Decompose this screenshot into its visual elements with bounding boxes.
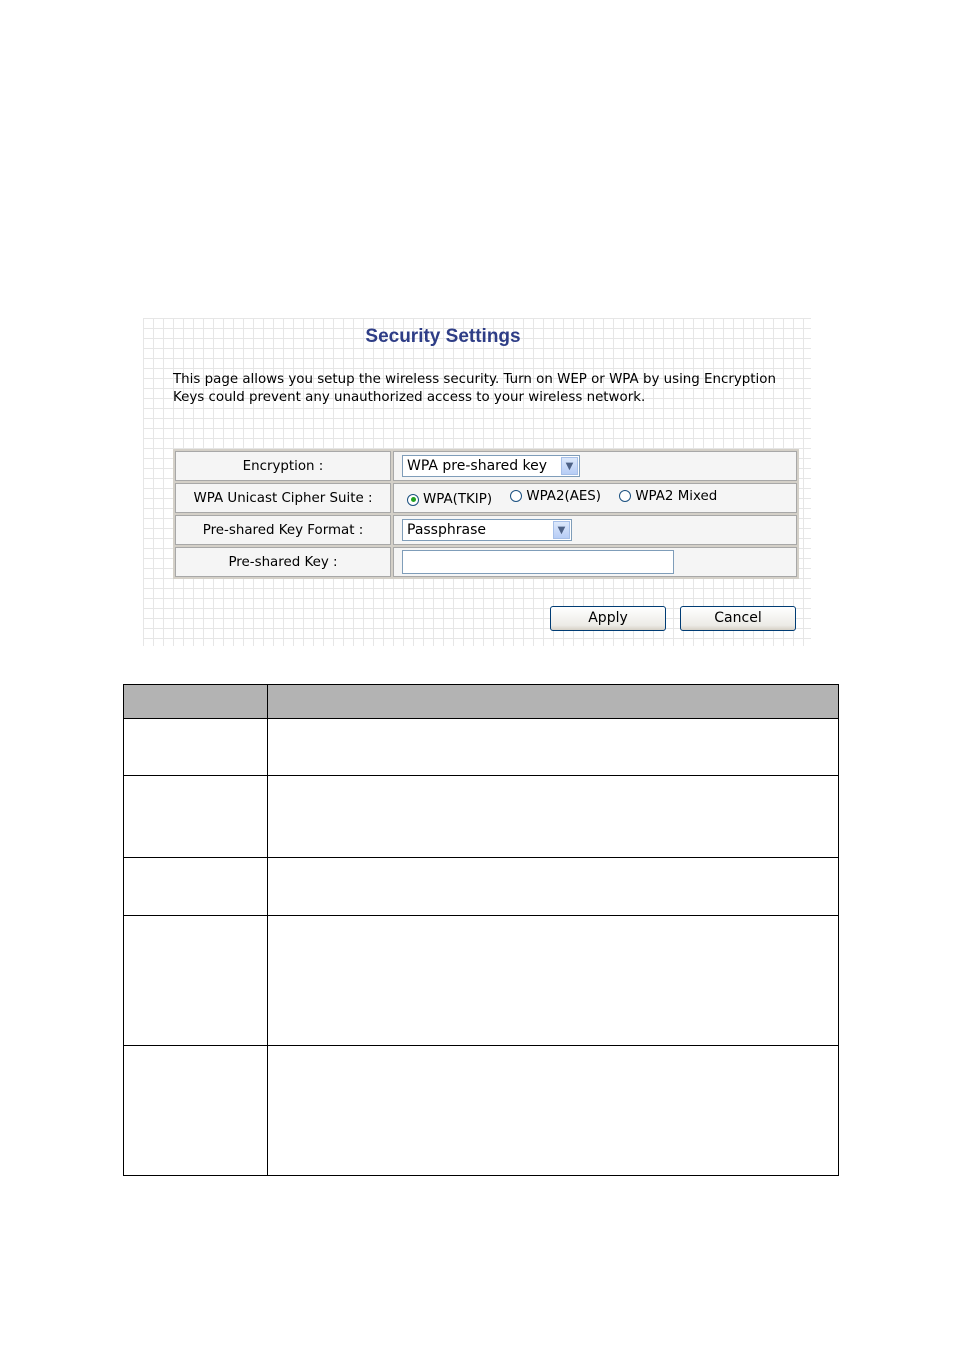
key-label: Pre-shared Key : <box>175 547 391 577</box>
cipher-row <box>175 483 797 513</box>
encryption-label: Encryption : <box>175 451 391 481</box>
table-row <box>124 776 839 858</box>
radio-icon[interactable] <box>619 490 631 502</box>
table-row <box>124 1046 839 1176</box>
encryption-row <box>175 451 797 481</box>
table-cell <box>124 858 268 916</box>
table-header-cell <box>268 685 839 719</box>
table-cell <box>268 916 839 1046</box>
radio-icon[interactable] <box>510 490 522 502</box>
table-cell <box>124 1046 268 1176</box>
table-cell <box>268 776 839 858</box>
description-table <box>123 684 839 1176</box>
encryption-select-value: WPA pre-shared key <box>407 458 548 474</box>
table-row <box>124 719 839 776</box>
radio-wpa2-aes[interactable] <box>510 489 601 504</box>
security-settings-panel <box>143 318 811 646</box>
description-line-2: Keys could prevent any unauthorized access to your wireless network. <box>173 390 646 405</box>
radio-wpa2-mixed-label: WPA2 Mixed <box>635 488 718 504</box>
radio-wpa-tkip-label: WPA(TKIP) <box>423 492 493 508</box>
table-cell <box>268 719 839 776</box>
chevron-down-icon[interactable]: ▼ <box>553 521 570 539</box>
table-row <box>124 916 839 1046</box>
cancel-button[interactable]: Cancel <box>680 606 796 631</box>
pre-shared-key-input[interactable] <box>402 550 674 574</box>
key-format-select-value: Passphrase <box>407 522 486 538</box>
radio-wpa2-mixed[interactable] <box>619 489 717 504</box>
page-description <box>173 371 793 407</box>
cipher-label: WPA Unicast Cipher Suite : <box>175 483 391 513</box>
key-format-label: Pre-shared Key Format : <box>175 515 391 545</box>
table-header-cell <box>124 685 268 719</box>
table-cell <box>268 1046 839 1176</box>
page-title: Security Settings <box>365 326 521 347</box>
table-cell <box>124 776 268 858</box>
description-line-1: This page allows you setup the wireless security. Turn on WEP or WPA by using Encryption <box>173 372 776 387</box>
table-header-row <box>124 685 839 719</box>
table-cell <box>268 858 839 916</box>
table-cell <box>124 916 268 1046</box>
table-row <box>124 858 839 916</box>
table-cell <box>124 719 268 776</box>
encryption-select[interactable] <box>402 455 580 477</box>
radio-wpa-tkip[interactable] <box>407 492 492 507</box>
key-row <box>175 547 797 577</box>
chevron-down-icon[interactable]: ▼ <box>561 457 578 475</box>
key-format-row <box>175 515 797 545</box>
key-format-select[interactable] <box>402 519 572 541</box>
radio-icon[interactable] <box>407 494 419 506</box>
apply-button[interactable]: Apply <box>550 606 666 631</box>
settings-table <box>173 449 799 579</box>
radio-wpa2-aes-label: WPA2(AES) <box>526 488 602 504</box>
